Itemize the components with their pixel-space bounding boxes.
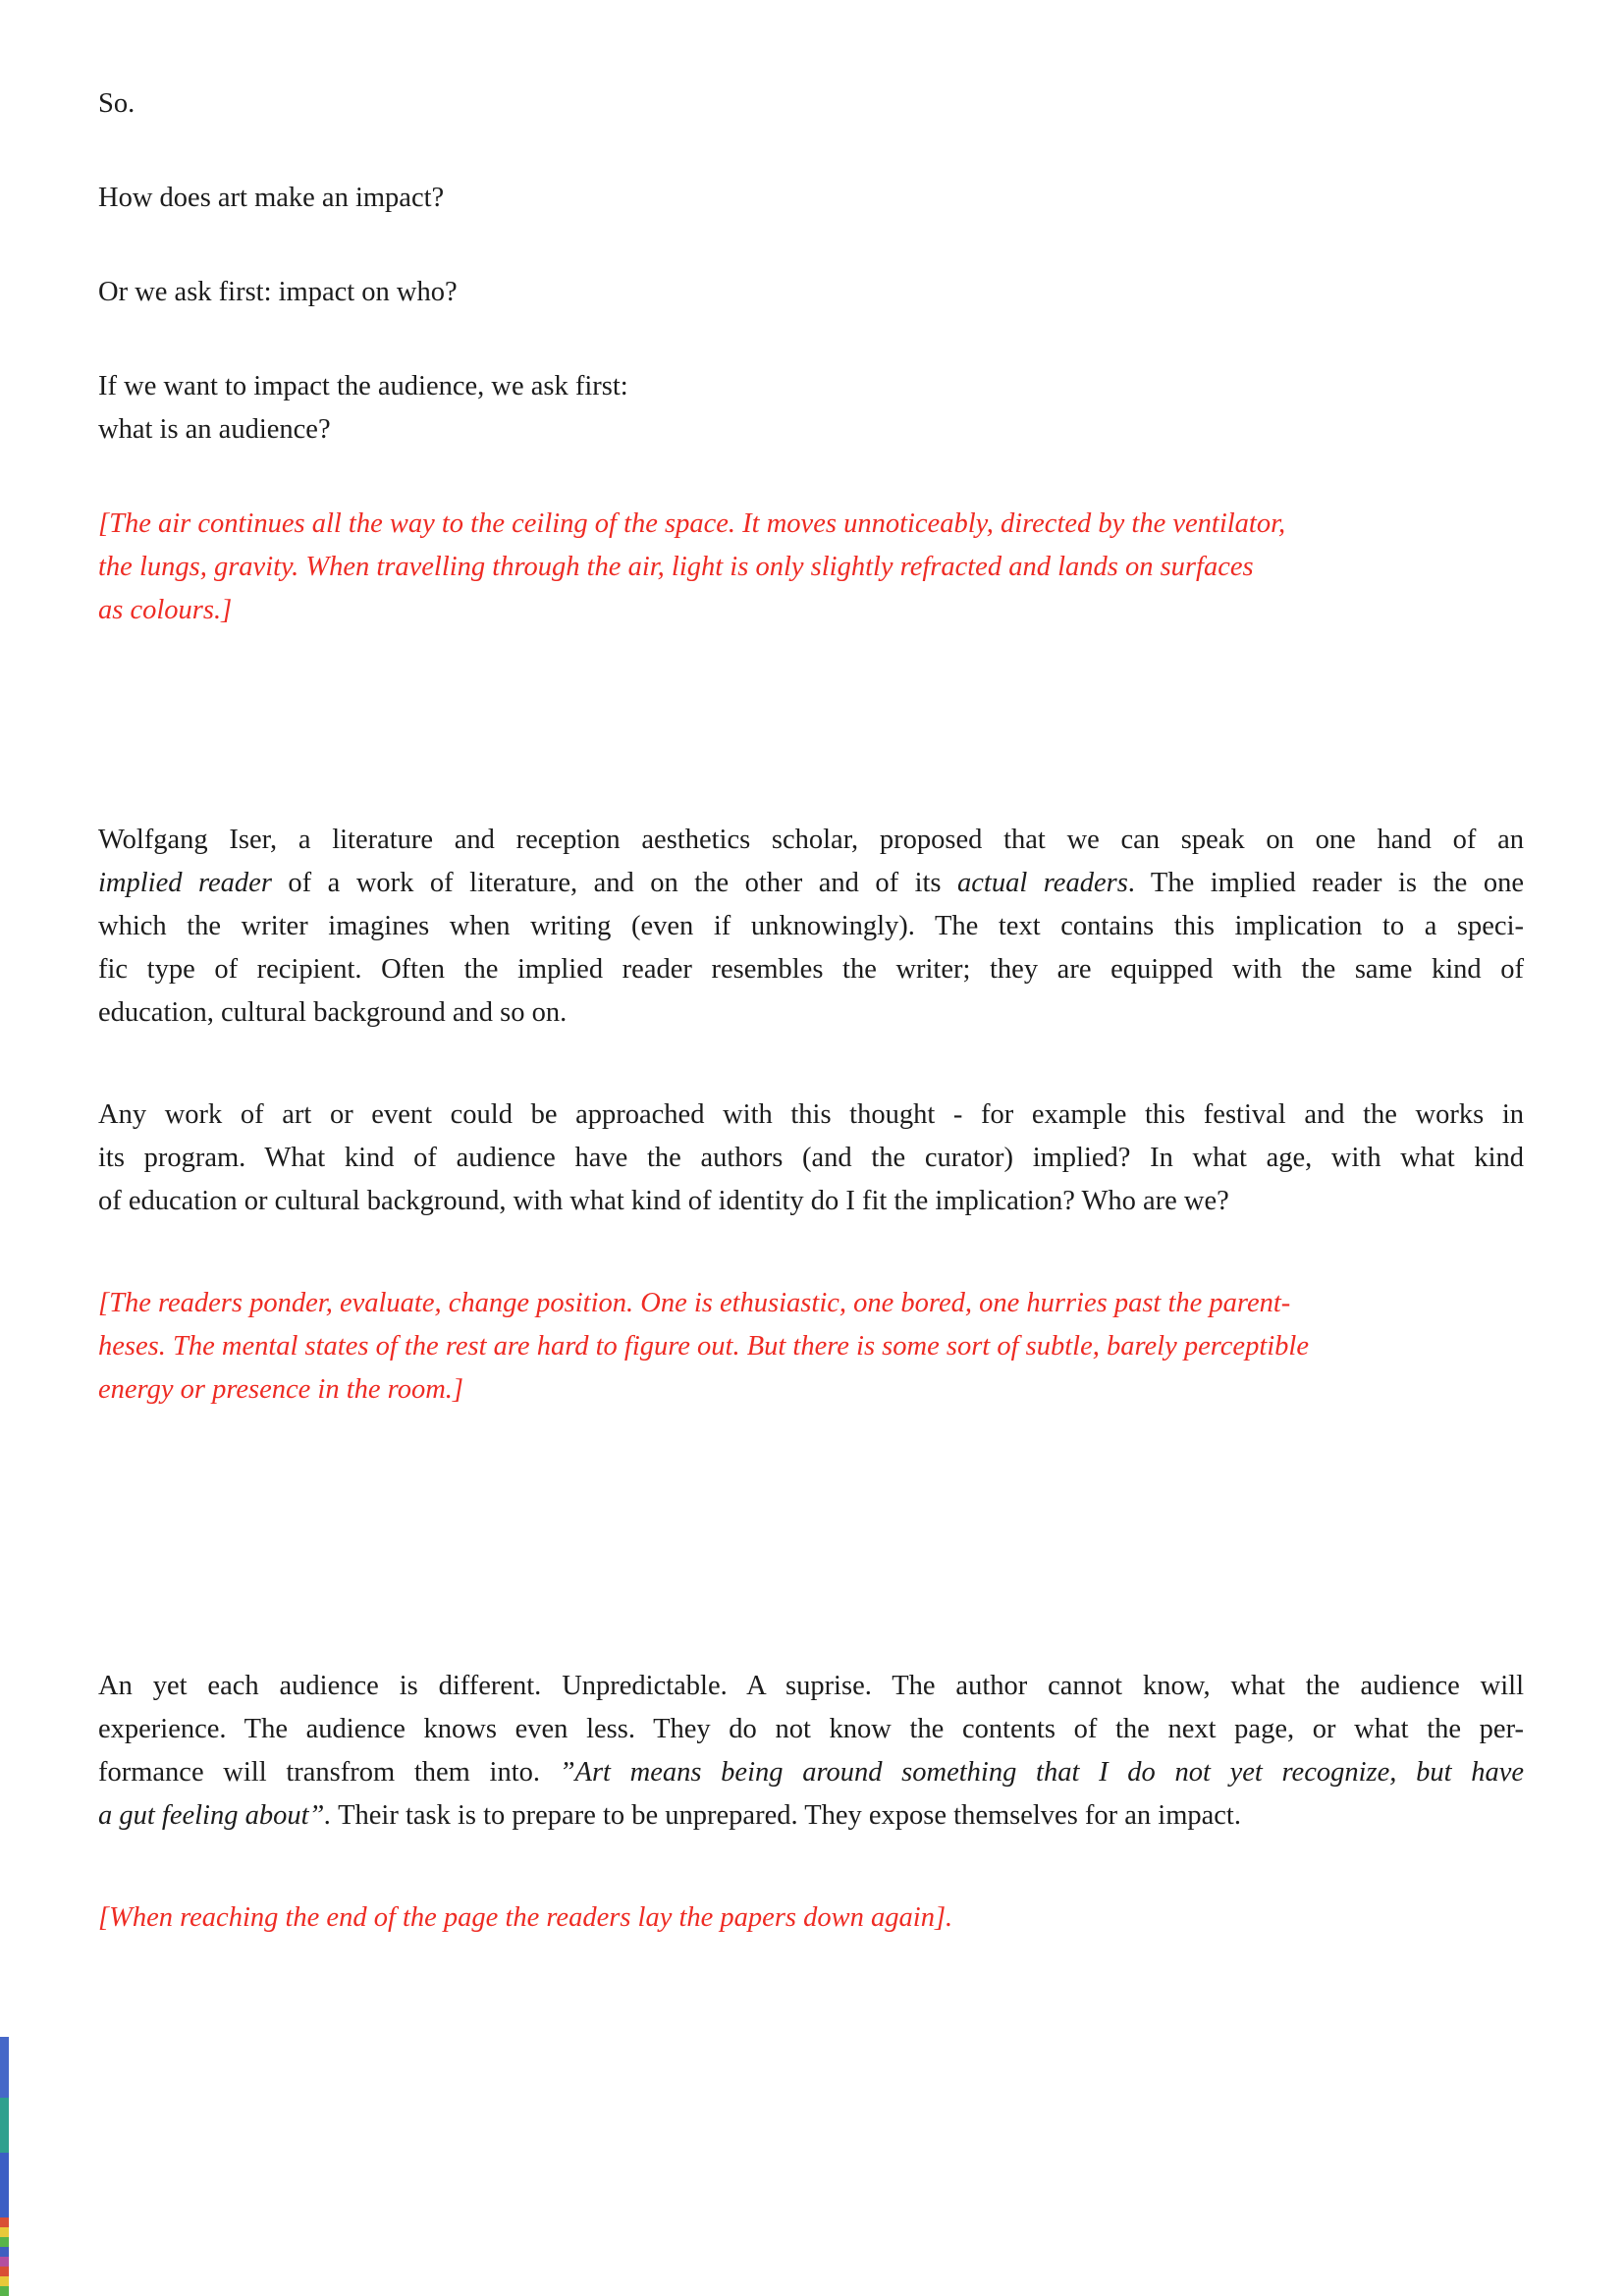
text-run: energy or presence in the room.] — [98, 1374, 463, 1405]
document-content — [98, 82, 1524, 1940]
color-strip-segment — [0, 2037, 9, 2098]
text-line — [98, 1708, 1524, 1751]
text-line — [98, 177, 1524, 220]
text-line — [98, 408, 1524, 452]
text-line — [98, 1368, 1524, 1412]
text-line — [98, 1325, 1524, 1368]
text-run: . The implied reader is the one — [1127, 868, 1524, 898]
text-run: as colours.] — [98, 595, 233, 625]
text-run: Any work of art or event could be approached with this thought - for example this festival and the works in — [98, 1099, 1524, 1130]
text-line — [98, 503, 1524, 546]
text-run: implied reader — [98, 868, 272, 898]
text-run: of education or cultural background, with what kind of identity do I fit the implication? Who are we? — [98, 1186, 1229, 1216]
text-line — [98, 1094, 1524, 1137]
text-line — [98, 991, 1524, 1035]
text-line — [98, 1137, 1524, 1180]
body-paragraph — [98, 271, 1524, 314]
text-run: Their task is to prepare to be unprepared. They expose themselves for an impact. — [331, 1800, 1241, 1831]
text-run: which the writer imagines when writing (even if unknowingly). The text contains this implication to a speci- — [98, 911, 1524, 941]
body-paragraph — [98, 1665, 1524, 1838]
text-line — [98, 948, 1524, 991]
text-line — [98, 905, 1524, 948]
color-strip — [0, 2037, 9, 2296]
text-line — [98, 82, 1524, 126]
text-run: fic type of recipient. Often the implied reader resembles the writer; they are equipped with the same kind of — [98, 954, 1524, 985]
text-line — [98, 546, 1524, 589]
text-run: [The air continues all the way to the ceiling of the space. It moves unnoticeably, directed by the ventilator, — [98, 508, 1286, 539]
text-line — [98, 1282, 1524, 1325]
text-run: How does art make an impact? — [98, 183, 445, 213]
stage-direction-paragraph — [98, 1896, 1524, 1940]
text-line — [98, 589, 1524, 632]
text-line — [98, 271, 1524, 314]
body-paragraph — [98, 1094, 1524, 1223]
color-strip-segment — [0, 2098, 9, 2153]
text-line — [98, 365, 1524, 408]
text-run: heses. The mental states of the rest are hard to figure out. But there is some sort of subtle, barely perceptible — [98, 1331, 1309, 1362]
text-run: Wolfgang Iser, a literature and reception aesthetics scholar, proposed that we can speak on one hand of an — [98, 825, 1524, 855]
color-strip-segment — [0, 2153, 9, 2217]
text-run: actual readers — [957, 868, 1128, 898]
text-line — [98, 862, 1524, 905]
text-line — [98, 1665, 1524, 1708]
text-run: its program. What kind of audience have the authors (and the curator) implied? In what age, with what kind — [98, 1143, 1524, 1173]
body-paragraph — [98, 365, 1524, 452]
text-run: [The readers ponder, evaluate, change position. One is ethusiastic, one bored, one hurries past the parent- — [98, 1288, 1291, 1318]
text-run: ”Art means being around something that I do not yet recognize, but have — [559, 1757, 1524, 1788]
text-line — [98, 1896, 1524, 1940]
text-run: formance will transfrom them into. — [98, 1757, 560, 1788]
body-paragraph — [98, 177, 1524, 220]
text-run: of a work of literature, and on the other and of its — [271, 868, 958, 898]
text-run: education, cultural background and so on. — [98, 997, 568, 1028]
text-run: the lungs, gravity. When travelling through the air, light is only slightly refracted and lands on surfaces — [98, 552, 1254, 582]
text-run: what is an audience? — [98, 414, 331, 445]
text-line — [98, 1794, 1524, 1838]
body-paragraph — [98, 82, 1524, 126]
text-line — [98, 1180, 1524, 1223]
text-run: If we want to impact the audience, we ask first: — [98, 371, 628, 401]
text-run: Or we ask first: impact on who? — [98, 277, 458, 307]
text-run: a gut feeling about”. — [98, 1800, 332, 1831]
text-run: An yet each audience is different. Unpredictable. A suprise. The author cannot know, what the audience will — [98, 1671, 1524, 1701]
stage-direction-paragraph — [98, 503, 1524, 632]
stage-direction-paragraph — [98, 1282, 1524, 1412]
text-line — [98, 819, 1524, 862]
body-paragraph — [98, 819, 1524, 1035]
text-run: [When reaching the end of the page the readers lay the papers down again]. — [98, 1902, 953, 1933]
color-strip-stripes — [0, 2217, 9, 2296]
text-line — [98, 1751, 1524, 1794]
text-run: So. — [98, 88, 135, 119]
text-run: experience. The audience knows even less. They do not know the contents of the next page, or what the per- — [98, 1714, 1524, 1744]
